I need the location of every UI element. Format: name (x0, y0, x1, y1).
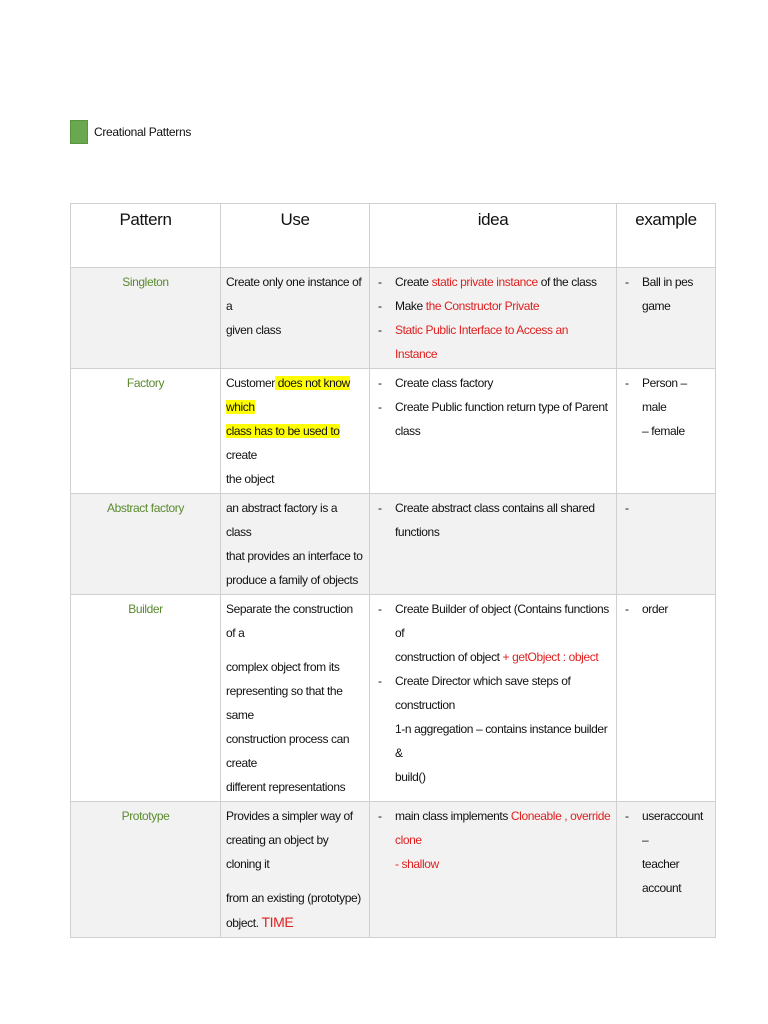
table-row-singleton (71, 268, 716, 369)
green-square-icon (70, 120, 88, 144)
use-cell: an abstract factory is a class that provides an interface to produce a family of objects (221, 494, 370, 595)
use-cell (221, 268, 370, 369)
pattern-name: Factory (71, 369, 221, 494)
example-item: - useraccount – teacher account (622, 804, 710, 900)
section-heading-label: Creational Patterns (94, 125, 192, 139)
use-line: given class (226, 323, 281, 337)
pattern-name: Builder (71, 595, 221, 802)
column-header-idea: idea (370, 204, 617, 268)
example-cell (617, 369, 716, 494)
table-row-prototype (71, 802, 716, 938)
use-line: Create only one instance of a (226, 275, 362, 313)
example-item: - Person – male – female (622, 371, 710, 443)
highlighted-text: does not know which (226, 376, 350, 414)
table-row-builder (71, 595, 716, 802)
example-cell (617, 802, 716, 938)
use-cell: Separate the construction of a complex object from its representing so that the same construction process can create different representations (221, 595, 370, 802)
example-cell (617, 494, 716, 595)
pattern-name: Abstract factory (71, 494, 221, 595)
idea-item: - Create Builder of object (Contains functions of construction of object + getObject : object (375, 597, 611, 669)
idea-cell (370, 268, 617, 369)
table-row-abstract-factory (71, 494, 716, 595)
idea-item: - Static Public Interface to Access an Instance (375, 318, 611, 366)
idea-cell (370, 494, 617, 595)
use-cell: Customer does not know which class has to be used to create the object (221, 369, 370, 494)
highlighted-text: class has to be used to (226, 424, 340, 438)
idea-item: - Create Director which save steps of construction 1-n aggregation – contains instance builder & build() (375, 669, 611, 789)
table-header-row (71, 204, 716, 268)
patterns-table (70, 203, 716, 938)
section-heading (70, 120, 191, 144)
example-cell (617, 268, 716, 369)
example-cell (617, 595, 716, 802)
time-note: TIME (261, 914, 294, 930)
idea-item: - Create class factory (375, 371, 611, 395)
table-row-factory (71, 369, 716, 494)
column-header-example: example (617, 204, 716, 268)
use-cell: Provides a simpler way of creating an object by cloning it from an existing (prototype) object. TIME (221, 802, 370, 938)
idea-cell (370, 802, 617, 938)
idea-item: - Make the Constructor Private (375, 294, 611, 318)
idea-cell (370, 595, 617, 802)
pattern-name: Singleton (71, 268, 221, 369)
idea-item: - Create Public function return type of Parent class (375, 395, 611, 443)
column-header-use: Use (221, 204, 370, 268)
example-item: - Ball in pes game (622, 270, 710, 318)
example-item: - order (622, 597, 710, 621)
column-header-pattern: Pattern (71, 204, 221, 268)
idea-item: - Create static private instance of the class (375, 270, 611, 294)
idea-item: - Create abstract class contains all shared functions (375, 496, 611, 544)
pattern-name: Prototype (71, 802, 221, 938)
idea-cell (370, 369, 617, 494)
idea-item: - main class implements Cloneable , override clone - shallow (375, 804, 611, 876)
